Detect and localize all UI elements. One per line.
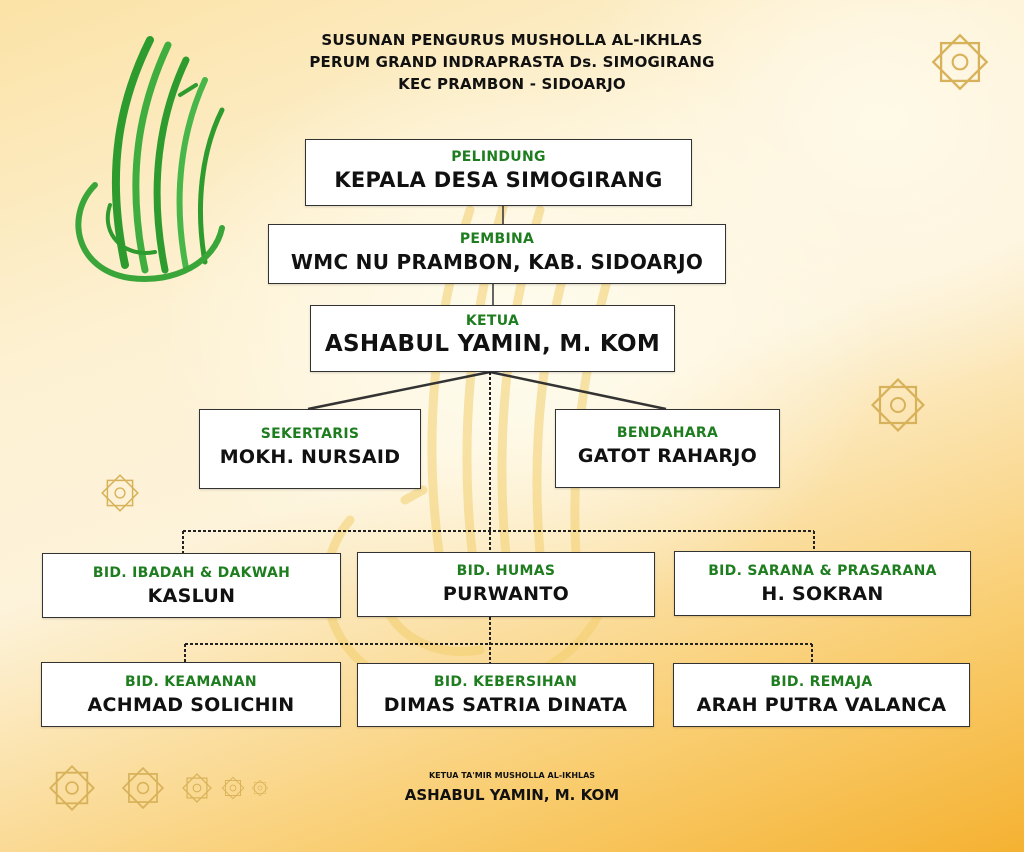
- node-sekertaris: [199, 409, 421, 489]
- calligraphy-logo: [78, 40, 222, 279]
- node-ketua: [310, 305, 675, 372]
- node-pelindung: [305, 139, 692, 206]
- node-role: PEMBINA: [459, 231, 535, 247]
- footer-name: ASHABUL YAMIN, M. KOM: [404, 786, 620, 804]
- footer-role: KETUA TA'MIR MUSHOLLA AL-IKHLAS: [428, 771, 596, 780]
- node-role: BID. KEAMANAN: [125, 674, 257, 690]
- node-kebersihan: [357, 663, 654, 727]
- node-name: WMC NU PRAMBON, KAB. SIDOARJO: [290, 250, 704, 274]
- node-bendahara: [555, 409, 780, 488]
- node-name: ASHABUL YAMIN, M. KOM: [324, 331, 661, 357]
- node-role: BID. SARANA & PRASARANA: [708, 563, 937, 579]
- node-role: KETUA: [465, 313, 520, 329]
- node-role: BID. KEBERSIHAN: [433, 674, 578, 690]
- node-name: H. SOKRAN: [761, 583, 884, 605]
- node-name: KEPALA DESA SIMOGIRANG: [334, 168, 663, 192]
- node-name: PURWANTO: [442, 583, 570, 605]
- header-line-2: PERUM GRAND INDRAPRASTA Ds. SIMOGIRANG: [309, 53, 715, 71]
- header-line-1: SUSUNAN PENGURUS MUSHOLLA AL-IKHLAS: [321, 31, 703, 49]
- header-line-3: KEC PRAMBON - SIDOARJO: [398, 75, 626, 93]
- node-name: DIMAS SATRIA DINATA: [383, 694, 628, 716]
- node-role: BID. REMAJA: [770, 674, 873, 690]
- node-role: BENDAHARA: [616, 425, 719, 441]
- node-sarana: [674, 551, 971, 616]
- node-name: MOKH. NURSAID: [219, 446, 401, 468]
- node-role: BID. IBADAH & DAKWAH: [92, 565, 291, 581]
- node-humas: [357, 552, 655, 617]
- node-role: BID. HUMAS: [456, 563, 556, 579]
- node-role: PELINDUNG: [451, 149, 546, 165]
- node-keamanan: [41, 662, 341, 727]
- node-pembina: [268, 224, 726, 284]
- node-name: KASLUN: [147, 585, 236, 607]
- node-ibadah: [42, 553, 341, 618]
- node-name: ARAH PUTRA VALANCA: [696, 694, 947, 716]
- node-role: SEKERTARIS: [260, 426, 360, 442]
- node-name: ACHMAD SOLICHIN: [87, 694, 295, 716]
- node-remaja: [673, 663, 970, 727]
- node-name: GATOT RAHARJO: [577, 445, 758, 467]
